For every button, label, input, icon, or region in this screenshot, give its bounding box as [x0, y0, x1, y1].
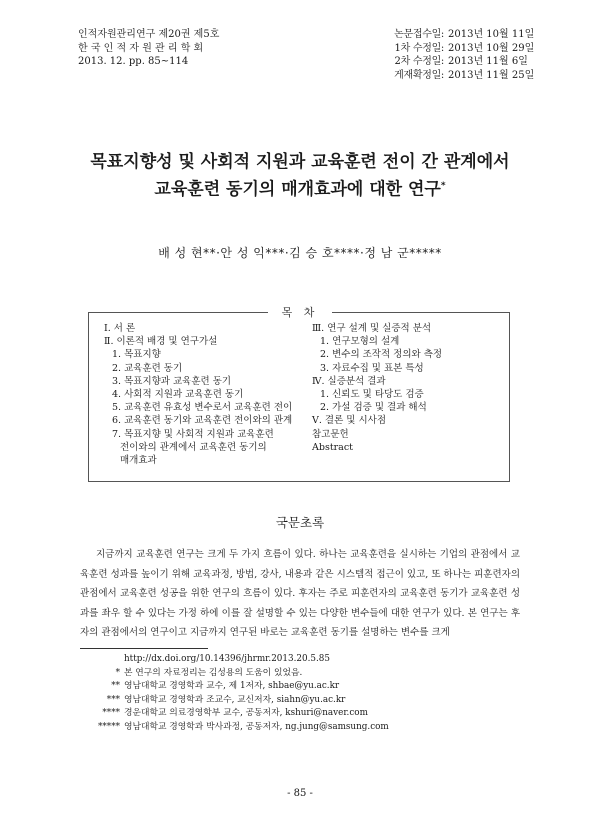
toc-item: Ⅳ. 실증분석 결과 — [312, 375, 386, 387]
toc-item: 4. 사회적 지원과 교육훈련 동기 — [112, 389, 244, 401]
footnote — [80, 680, 389, 694]
toc-item: 2. 교육훈련 동기 — [112, 362, 183, 374]
abstract-body: 지금까지 교육훈련 연구는 크게 두 가지 흐름이 있다. 하나는 교육훈련을 실시하는 기업의 관점에서 교육훈련 성과를 높이기 위해 교육과정, 방법, 강사, 내용과 같은 시스템적 접근이 있고, 또 하나는 피훈련자의 관점에서 교육훈련 성공을 위한 연구의 흐름이 있다. 후자는 주로 피훈련자의 교육훈련 동기가 교육훈련 성과를 좌우 할 수 있다는 가정 하에 이를 잘 설명할 수 있는 다양한 변수들에 대한 연구가 있다. 본 연구는 후자의 관점에서의 연구이고 지금까지 연구된 바로는 교육훈련 동기를 설명하는 변수를 크게 — [80, 549, 520, 638]
date-row — [388, 55, 534, 69]
date-value: 2013년 10월 11일 — [448, 29, 535, 40]
toc-item: 3. 자료수집 및 표본 특성 — [320, 362, 424, 374]
footnote — [80, 721, 389, 735]
toc-item: 참고문헌 — [312, 428, 349, 440]
toc-item: 매개효과 — [120, 455, 157, 467]
footnote-text: 영남대학교 경영학과 조교수, 교신저자, siahn@yu.ac.kr — [124, 694, 346, 705]
date-row — [388, 28, 534, 42]
abstract-heading: 국문초록 — [275, 515, 325, 530]
toc-left-column — [104, 322, 292, 467]
page-number: - 85 - — [287, 788, 313, 799]
footnote — [80, 694, 389, 708]
footnote-text: 본 연구의 자료정리는 김성용의 도움이 있었음. — [124, 667, 303, 678]
date-label: 2차 수정일: — [394, 56, 444, 67]
submission-dates — [388, 28, 534, 82]
date-value: 2013년 10월 29일 — [448, 42, 535, 54]
paper-title — [30, 150, 570, 202]
toc-label: 목 차 — [268, 304, 332, 320]
footnote-mark: **** — [102, 708, 120, 719]
toc-item: Ⅱ. 이론적 배경 및 연구가설 — [104, 336, 218, 348]
title-line-2-text: 교육훈련 동기의 매개효과에 대한 연구 — [154, 179, 441, 200]
date-label: 게재확정일: — [394, 69, 444, 81]
footnote-rule — [80, 648, 208, 649]
title-line-2 — [30, 174, 570, 202]
footnote-mark: ** — [111, 681, 120, 692]
toc-item: 전이와의 관계에서 교육훈련 동기의 — [120, 441, 267, 453]
date-row — [388, 69, 534, 83]
toc-item: 6. 교육훈련 동기와 교육훈련 전이와의 관계 — [112, 415, 293, 427]
footnotes — [80, 653, 389, 735]
date-value: 2013년 11월 25일 — [448, 69, 535, 81]
journal-header — [78, 28, 219, 69]
journal-name: 인적자원관리연구 제20권 제5호 — [78, 29, 220, 40]
title-footnote-mark: * — [440, 181, 446, 191]
author-list: 배 성 현**·안 성 익***·김 승 호****·정 남 군***** — [158, 246, 442, 260]
footnote — [80, 667, 389, 681]
footnote-text: 영남대학교 경영학과 교수, 제 1저자, shbae@yu.ac.kr — [124, 681, 340, 692]
toc-item: 1. 목표지향 — [112, 349, 161, 361]
footnote-mark: ***** — [98, 721, 120, 732]
issue-info: 2013. 12. pp. 85~114 — [78, 56, 189, 67]
toc-item: 2. 변수의 조작적 정의와 측정 — [320, 349, 443, 361]
toc-item: 5. 교육훈련 유효성 변수로서 교육훈련 전이 — [112, 402, 293, 414]
date-value: 2013년 11월 6일 — [448, 56, 528, 67]
society-name: 한 국 인 적 자 원 관 리 학 회 — [78, 42, 204, 54]
toc-item: 7. 목표지향 및 사회적 지원과 교육훈련 — [112, 428, 274, 440]
footnote — [80, 653, 389, 667]
footnote-text: http://dx.doi.org/10.14396/jhrmr.2013.20.5.85 — [124, 654, 330, 664]
footnote-mark: * — [115, 667, 120, 678]
date-label: 1차 수정일: — [394, 42, 444, 54]
toc-item: Ⅴ. 결론 및 시사점 — [312, 415, 387, 427]
toc-right-column — [312, 322, 442, 454]
toc-item: Abstract — [312, 441, 353, 453]
footnote-text: 경운대학교 의료경영학부 교수, 공동저자, kshuri@naver.com — [124, 708, 368, 719]
footnote — [80, 707, 389, 721]
title-line-1: 목표지향성 및 사회적 지원과 교육훈련 전이 간 관계에서 — [90, 152, 510, 172]
toc-item: 2. 가설 검증 및 결과 해석 — [320, 402, 427, 414]
toc-item: 1. 신뢰도 및 타당도 검증 — [320, 389, 424, 401]
toc-item: 3. 목표지향과 교육훈련 동기 — [112, 375, 232, 387]
toc-item: Ⅲ. 연구 설계 및 실증적 분석 — [312, 323, 432, 334]
footnote-text: 영남대학교 경영학과 박사과정, 공동저자, ng.jung@samsung.com — [124, 721, 389, 732]
toc-item: 1. 연구모형의 설계 — [320, 336, 400, 348]
footnote-mark: *** — [106, 694, 120, 705]
toc-item: Ⅰ. 서 론 — [104, 323, 136, 334]
date-label: 논문접수일: — [394, 29, 444, 40]
date-row — [388, 42, 534, 56]
